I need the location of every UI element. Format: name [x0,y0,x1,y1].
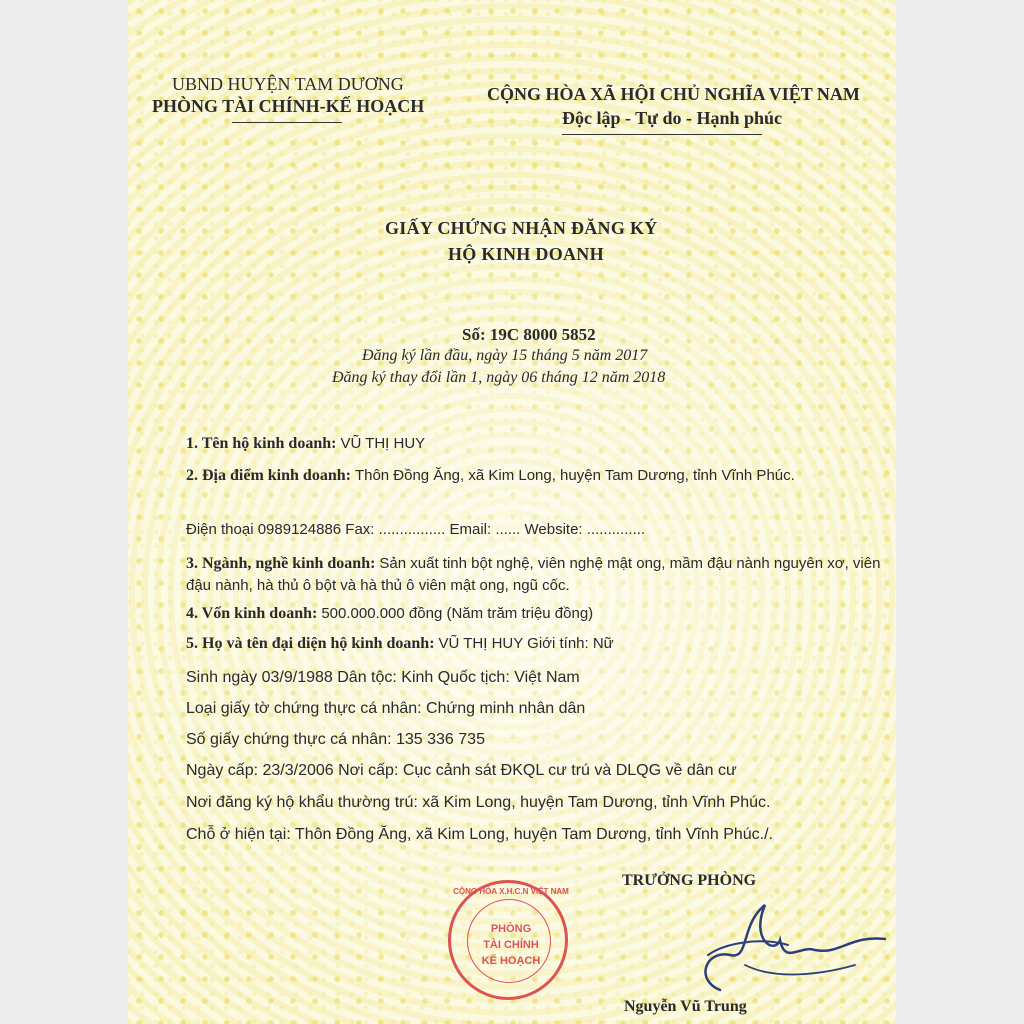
registration-number [462,325,596,345]
header-country: CỘNG HÒA XÃ HỘI CHỦ NGHĨA VIỆT NAM [487,84,860,104]
registration-number-label: Số: [462,325,486,344]
field-current-residence: Chỗ ở hiện tại: Thôn Đồng Ăng, xã Kim Long, huyện Tam Dương, tỉnh Vĩnh Phúc./. [186,826,773,843]
field-representative [186,633,614,655]
business-address-value: Thôn Đồng Ăng, xã Kim Long, huyện Tam Dương, tỉnh Vĩnh Phúc. [354,467,795,484]
field-id-number: Số giấy chứng thực cá nhân: 135 336 735 [186,731,485,748]
business-sector-value: Sản xuất tinh bột nghệ, viên nghệ mật ong, mầm đậu nành nguyên xơ, viên đậu nành, hà thủ ô bột và hà thủ ô viên mật ong, ngũ cốc. [186,555,881,594]
representative-label: 5. Họ và tên đại diện hộ kinh doanh: [186,635,435,652]
header-agency: UBND HUYỆN TAM DƯƠNG [172,74,404,94]
registration-number-value: 19C 8000 5852 [489,325,596,344]
header-motto: Độc lập - Tự do - Hạnh phúc [562,108,783,128]
field-business-sector [186,553,886,597]
stamp-ring-text: CỘNG HÒA X.H.C.N VIỆT NAM [453,887,569,896]
business-name-value: VŨ THỊ HUY [340,435,426,452]
field-contact: Điện thoại 0989124886 Fax: ................ Email: ...... Website: .............. [186,521,646,538]
document-title-line1: GIẤY CHỨNG NHẬN ĐĂNG KÝ [385,218,658,238]
business-name-label: 1. Tên hộ kinh doanh: [186,435,337,452]
capital-label: 4. Vốn kinh doanh: [186,605,318,622]
official-stamp [448,880,568,1000]
stamp-line2: TÀI CHÍNH [483,939,539,951]
header-right-underline [562,134,762,135]
field-business-name [186,433,425,455]
document-title-line2: HỘ KINH DOANH [448,244,604,264]
header-left-underline [232,122,342,123]
header-department: PHÒNG TÀI CHÍNH-KẾ HOẠCH [152,96,425,116]
signatory-title: TRƯỞNG PHÒNG [622,872,757,889]
certificate-paper [128,0,896,1024]
signatory-name: Nguyễn Vũ Trung [624,998,747,1015]
first-registration-date: Đăng ký lần đầu, ngày 15 tháng 5 năm 2017 [362,347,648,364]
change-registration-date: Đăng ký thay đổi lần 1, ngày 06 tháng 12 năm 2018 [332,369,666,386]
stamp-line3: KẾ HOẠCH [481,955,541,967]
capital-value: 500.000.000 đồng (Năm trăm triệu đồng) [321,605,594,622]
field-id-type: Loại giấy tờ chứng thực cá nhân: Chứng minh nhân dân [186,700,586,717]
business-sector-label: 3. Ngành, nghề kinh doanh: [186,555,376,572]
handwritten-signature [600,895,890,1000]
field-issue-info: Ngày cấp: 23/3/2006 Nơi cấp: Cục cảnh sát ĐKQL cư trú và DLQG về dân cư [186,762,737,779]
representative-value: VŨ THỊ HUY Giới tính: Nữ [438,635,614,652]
business-address-label: 2. Địa điểm kinh doanh: [186,467,351,484]
field-capital [186,603,593,625]
field-permanent-residence: Nơi đăng ký hộ khẩu thường trú: xã Kim Long, huyện Tam Dương, tỉnh Vĩnh Phúc. [186,794,771,811]
stamp-line1: PHÒNG [490,923,532,935]
field-birth-info: Sinh ngày 03/9/1988 Dân tộc: Kinh Quốc tịch: Việt Nam [186,669,580,686]
field-business-address [186,465,886,487]
